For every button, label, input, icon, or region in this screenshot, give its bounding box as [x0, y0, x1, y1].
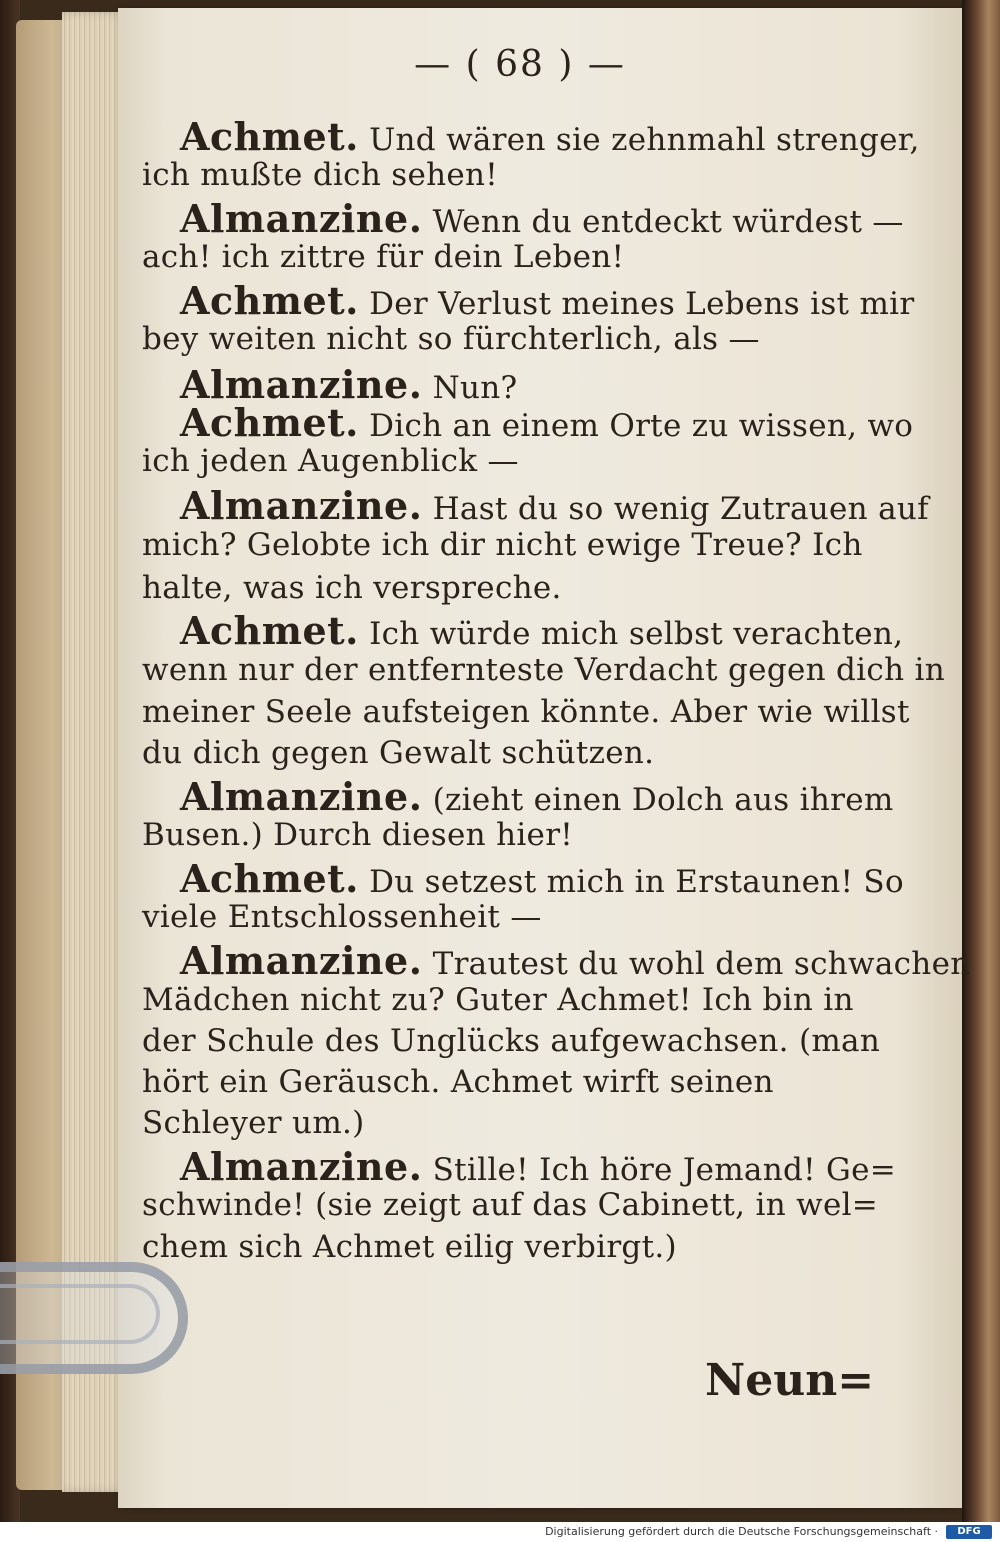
- text-line: Schleyer um.): [142, 1105, 365, 1141]
- text-line: schwinde! (sie zeigt auf das Cabinett, in wel=: [142, 1187, 879, 1223]
- text-line: [180, 278, 930, 323]
- speaker-name: Achmet.: [180, 278, 359, 323]
- text-line: viele Entschlossenheit —: [142, 899, 542, 935]
- speech-text: Wenn du entdeckt würdest —: [422, 204, 904, 240]
- book-gutter-right: [962, 0, 1000, 1522]
- text-line: der Schule des Unglücks aufgewachsen. (man: [142, 1023, 881, 1059]
- text-line: [180, 196, 930, 241]
- text-line: bey weiten nicht so fürchterlich, als —: [142, 321, 760, 357]
- text-line: mich? Gelobte ich dir nicht ewige Treue? Ich: [142, 527, 863, 563]
- text-line: [180, 114, 930, 159]
- catchword: Neun=: [705, 1355, 875, 1406]
- speaker-name: Almanzine.: [180, 196, 423, 241]
- text-line: meiner Seele aufsteigen könnte. Aber wie willst: [142, 694, 910, 730]
- speech-text: Stille! Ich höre Jemand! Ge=: [422, 1152, 897, 1188]
- speaker-name: Achmet.: [180, 114, 359, 159]
- speaker-name: Almanzine.: [180, 774, 423, 819]
- text-line: hört ein Geräusch. Achmet wirft seinen: [142, 1064, 774, 1100]
- text-line: [180, 608, 930, 653]
- funding-credit: Digitalisierung gefördert durch die Deutsche Forschungsgemeinschaft ·: [545, 1525, 938, 1538]
- text-line: Busen.) Durch diesen hier!: [142, 817, 574, 853]
- text-line: ach! ich zittre für dein Leben!: [142, 239, 625, 275]
- text-line: Mädchen nicht zu? Guter Achmet! Ich bin in: [142, 982, 854, 1018]
- page-number: — ( 68 ) —: [414, 44, 626, 85]
- text-line: [180, 1144, 930, 1189]
- speech-text: Und wären sie zehnmahl strenger,: [358, 122, 920, 158]
- speech-text: (zieht einen Dolch aus ihrem: [422, 782, 894, 818]
- dfg-logo: DFG: [946, 1525, 992, 1539]
- speaker-name: Almanzine.: [180, 1144, 423, 1189]
- speech-text: Ich würde mich selbst verachten,: [358, 616, 904, 652]
- speech-text: Hast du so wenig Zutrauen auf: [422, 491, 929, 527]
- text-line: [180, 362, 930, 407]
- speech-text: Du setzest mich in Erstaunen! So: [358, 864, 904, 900]
- speaker-name: Almanzine.: [180, 938, 423, 983]
- speech-text: Nun?: [422, 370, 518, 406]
- text-line: [180, 856, 930, 901]
- speech-text: Der Verlust meines Lebens ist mir: [358, 286, 915, 322]
- text-line: du dich gegen Gewalt schützen.: [142, 735, 655, 771]
- text-line: [180, 938, 971, 983]
- speaker-name: Almanzine.: [180, 483, 423, 528]
- text-line: [180, 400, 930, 445]
- text-line: ich jeden Augenblick —: [142, 443, 519, 479]
- text-line: [180, 774, 930, 819]
- text-line: halte, was ich verspreche.: [142, 570, 562, 606]
- footer-bar: [0, 1522, 1000, 1542]
- text-line: [180, 483, 930, 528]
- speech-text: Dich an einem Orte zu wissen, wo: [358, 408, 914, 444]
- text-line: ich mußte dich sehen!: [142, 157, 499, 193]
- page-clip-inner: [0, 1284, 160, 1344]
- speaker-name: Achmet.: [180, 400, 359, 445]
- speaker-name: Achmet.: [180, 856, 359, 901]
- speaker-name: Achmet.: [180, 608, 359, 653]
- text-line: chem sich Achmet eilig verbirgt.): [142, 1229, 677, 1265]
- speaker-name: Almanzine.: [180, 362, 423, 407]
- speech-text: Trautest du wohl dem schwachen: [422, 946, 971, 982]
- text-line: wenn nur der entfernteste Verdacht gegen dich in: [142, 652, 945, 688]
